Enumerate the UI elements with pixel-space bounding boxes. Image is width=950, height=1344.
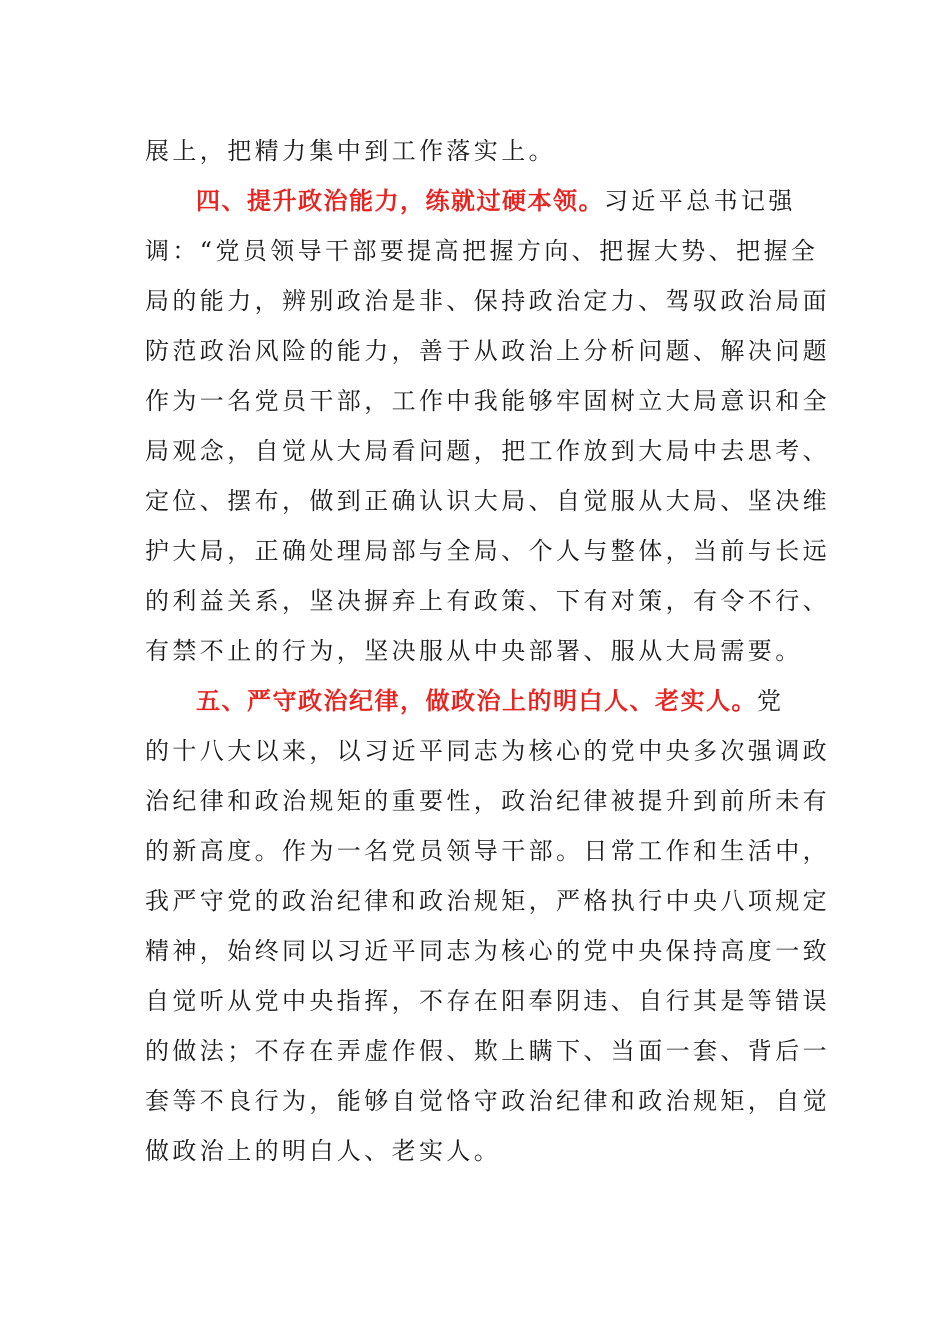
paragraph-line: 有禁不止的行为，坚决服从中央部署、服从大局需要。 <box>145 637 803 665</box>
section-5-first-line-rest: 党 <box>757 687 785 715</box>
paragraph-line: 精神，始终同以习近平同志为核心的党中央保持高度一致 <box>145 937 830 965</box>
paragraph-line: 定位、摆布，做到正确认识大局、自觉服从大局、坚决维 <box>145 487 830 515</box>
paragraph-line: 局观念，自觉从大局看问题，把工作放到大局中去思考、 <box>145 437 830 465</box>
section-4-first-line <box>145 176 807 226</box>
paragraph-line: 治纪律和政治规矩的重要性，政治纪律被提升到前所未有 <box>145 787 830 815</box>
paragraph-line: 展上，把精力集中到工作落实上。 <box>145 137 556 165</box>
paragraph-line: 的十八大以来，以习近平同志为核心的党中央多次强调政 <box>145 737 830 765</box>
paragraph-line: 的利益关系，坚决摒弃上有政策、下有对策，有令不行、 <box>145 587 830 615</box>
paragraph-line: 作为一名党员干部，工作中我能够牢固树立大局意识和全 <box>145 387 830 415</box>
paragraph-line: 的新高度。作为一名党员领导干部。日常工作和生活中， <box>145 837 830 865</box>
document-body <box>145 126 830 1176</box>
section-5-heading: 五、严守政治纪律，做政治上的明白人、老实人。 <box>196 687 757 715</box>
paragraph-line: 护大局，正确处理局部与全局、个人与整体，当前与长远 <box>145 537 830 565</box>
paragraph-line: 套等不良行为，能够自觉恪守政治纪律和政治规矩，自觉 <box>145 1087 830 1115</box>
paragraph-line: 我严守党的政治纪律和政治规矩，严格执行中央八项规定 <box>145 887 830 915</box>
paragraph-line: 的做法；不存在弄虚作假、欺上瞒下、当面一套、背后一 <box>145 1037 830 1065</box>
paragraph-line: 自觉听从党中央指挥，不存在阳奉阴违、自行其是等错误 <box>145 987 830 1015</box>
section-5-first-line <box>145 676 807 726</box>
paragraph-line: 调：“党员领导干部要提高把握方向、把握大势、把握全 <box>145 237 819 265</box>
paragraph-line: 局的能力，辨别政治是非、保持政治定力、驾驭政治局面 <box>145 287 830 315</box>
section-4-heading: 四、提升政治能力，练就过硬本领。 <box>196 187 604 215</box>
paragraph-line: 做政治上的明白人、老实人。 <box>145 1137 502 1165</box>
paragraph-line: 防范政治风险的能力，善于从政治上分析问题、解决问题 <box>145 337 830 365</box>
section-4-first-line-rest: 习近平总书记强 <box>604 187 796 215</box>
